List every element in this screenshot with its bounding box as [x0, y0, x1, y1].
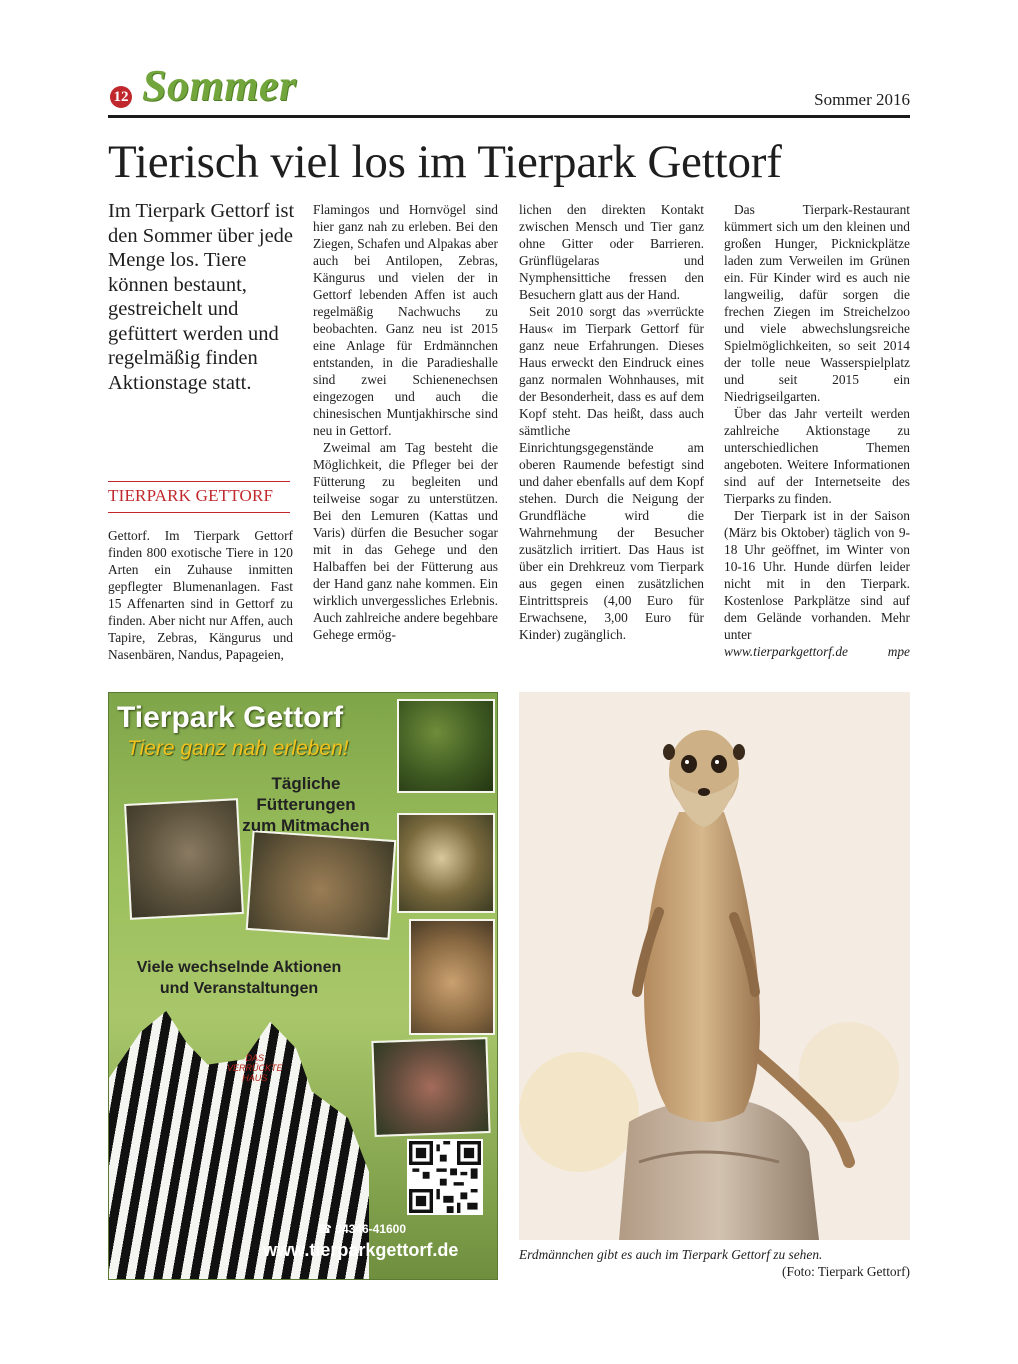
edition-label: Sommer 2016	[814, 90, 910, 109]
article-column-2	[313, 201, 498, 643]
section-label-rule-top	[108, 481, 290, 482]
ad-phone-number: ☎ 04346-41600	[317, 1222, 407, 1236]
ad-feeding-text: Tägliche Fütterungen zum Mitmachen	[242, 774, 370, 835]
parrot-photo	[397, 699, 495, 793]
paragraph: Seit 2010 sorgt das »verrückte Haus« im Tierpark Gettorf für ganz neue Erfahrungen. Dieses Haus erweckt den Eindruck eines ganz normalen Wohnhauses, mit der Besonderheit, dass es auf dem Kopf steht. Das heißt, dass auch sämtliche Einrichtungsgegenstände am oberen Raumende befestigt sind und daher ebenfalls auf dem Kopf stehen. Durch die Neigung der Grundfläche wird die Wahrnehmung der Besucher zusätzlich irritiert. Das Haus ist über ein Drehkreuz vom Tierpark aus gegen einen zusätzlichen Eintrittspreis (4,00 Euro für Erwachsene, 3,00 Euro für Kinder) zugänglich.	[519, 304, 704, 642]
header-rule	[108, 115, 910, 118]
crazy-house-logo: DAS VERRÜCKTE HAUS	[227, 1053, 283, 1083]
paragraph: Zweimal am Tag besteht die Möglichkeit, die Pfleger bei der Fütterung zu begleiten und teilweise sogar zu unterstützen. Bei den Lemuren (Kattas und Varis) dürfen die Besucher sogar mit in das Gehege und den Halbaffen bei der Fütterung aus der Hand ganz nahe kommen. Ein wirklich unvergessliches Erlebnis. Auch zahlreiche andere begehbare Gehege ermög-	[313, 440, 498, 642]
tierpark-advertisement[interactable]	[108, 692, 498, 1280]
meerkat-group-photo	[409, 919, 495, 1035]
qr-code-icon[interactable]	[407, 1139, 483, 1215]
meerkat-photo	[519, 692, 910, 1240]
website-line	[724, 643, 910, 660]
article-headline: Tierisch viel los im Tierpark Gettorf	[108, 136, 782, 188]
paragraph: Flamingos und Hornvögel sind hier ganz nah zu erleben. Bei den Ziegen, Schafen und Alpakas aber auch bei Antilopen, Zebras, Kängurus und vielen der in Gettorf lebenden Affen ist auch regelmäßig Nachwuchs zu beobachten. Ganz neu ist 2015 eine Anlage für Erdmännchen entstanden, in die Paradieshalle sind zwei Schienenechsen eingezogen und auch die chinesischen Muntjakhirsche sind neu in Gettorf.	[313, 202, 498, 438]
section-brand-logo: Sommer	[142, 61, 297, 110]
photo-caption	[519, 1246, 910, 1280]
article-column-3	[519, 201, 704, 643]
website-link[interactable]: www.tierparkgettorf.de	[724, 644, 848, 659]
ad-website-link[interactable]: www.tierparkgettorf.de	[263, 1240, 459, 1260]
page-number-badge: 12	[110, 86, 132, 108]
author-initials: mpe	[887, 644, 910, 659]
ad-title: Tierpark Gettorf	[117, 701, 344, 734]
article-column-4	[724, 201, 910, 660]
visitors-lemur-photo	[371, 1037, 490, 1137]
article-teaser: Im Tierpark Gettorf ist den Sommer über jede Menge los. Tiere können bestaunt, gestreichelt und gefüttert werden und regelmäßig finden Aktionstage statt.	[108, 200, 295, 394]
zebra-illustration	[109, 1011, 369, 1279]
squirrel-monkey-photo	[397, 813, 495, 913]
paragraph: Gettorf. Im Tierpark Gettorf finden 800 exotische Tiere in 120 Arten ein Zuhause inmitten gepflegter Blumenanlagen. Fast 15 Affenarten sind in Gettorf zu finden. Aber nicht nur Affen, auch Tapire, Zebras, Kängurus und Nasenbären, Nandus, Papageien,	[108, 528, 293, 662]
paragraph: lichen den direkten Kontakt zwischen Mensch und Tier ganz ohne Gitter oder Barrieren. Grünflügelaras und Nymphensittiche fressen den Besuchern glatt aus der Hand.	[519, 202, 704, 302]
photo-credit: (Foto: Tierpark Gettorf)	[782, 1264, 910, 1279]
caption-text: Erdmännchen gibt es auch im Tierpark Gettorf zu sehen.	[519, 1247, 823, 1262]
coati-photo	[246, 830, 397, 940]
paragraph: Das Tierpark-Restaurant kümmert sich um den kleinen und großen Hunger, Picknickplätze laden zum Verweilen im Grünen ein. Für Kinder wird es auch nie langweilig, dafür sorgen die frechen Ziegen im Streichelzoo und viele abwechslungsreiche Spielmöglichkeiten, so seit 2014 der tolle neue Wasserspielplatz und seit 2015 ein Niedrigseilgarten.	[724, 202, 910, 404]
paragraph: Der Tierpark ist in der Saison (März bis Oktober) täglich von 9-18 Uhr geöffnet, im Winter von 10-16 Uhr. Hunde dürfen leider nicht mit in den Tierpark. Kostenlose Parkplätze sind auf dem Gelände vorhanden. Mehr unter	[724, 508, 910, 642]
article-column-1	[108, 527, 293, 663]
paragraph: Über das Jahr verteilt werden zahlreiche Aktionstage zu unterschiedlichen Themen angeboten. Weitere Informationen sind auf der Internetseite des Tierparks zu finden.	[724, 406, 910, 506]
section-label-rule-bottom	[108, 512, 290, 513]
meerkat-illustration	[519, 692, 910, 1240]
ad-events-text: Viele wechselnde Aktionen und Veranstaltungen	[136, 959, 342, 997]
section-label: TIERPARK GETTORF	[108, 486, 274, 505]
ad-slogan: Tiere ganz nah erleben!	[127, 737, 349, 760]
